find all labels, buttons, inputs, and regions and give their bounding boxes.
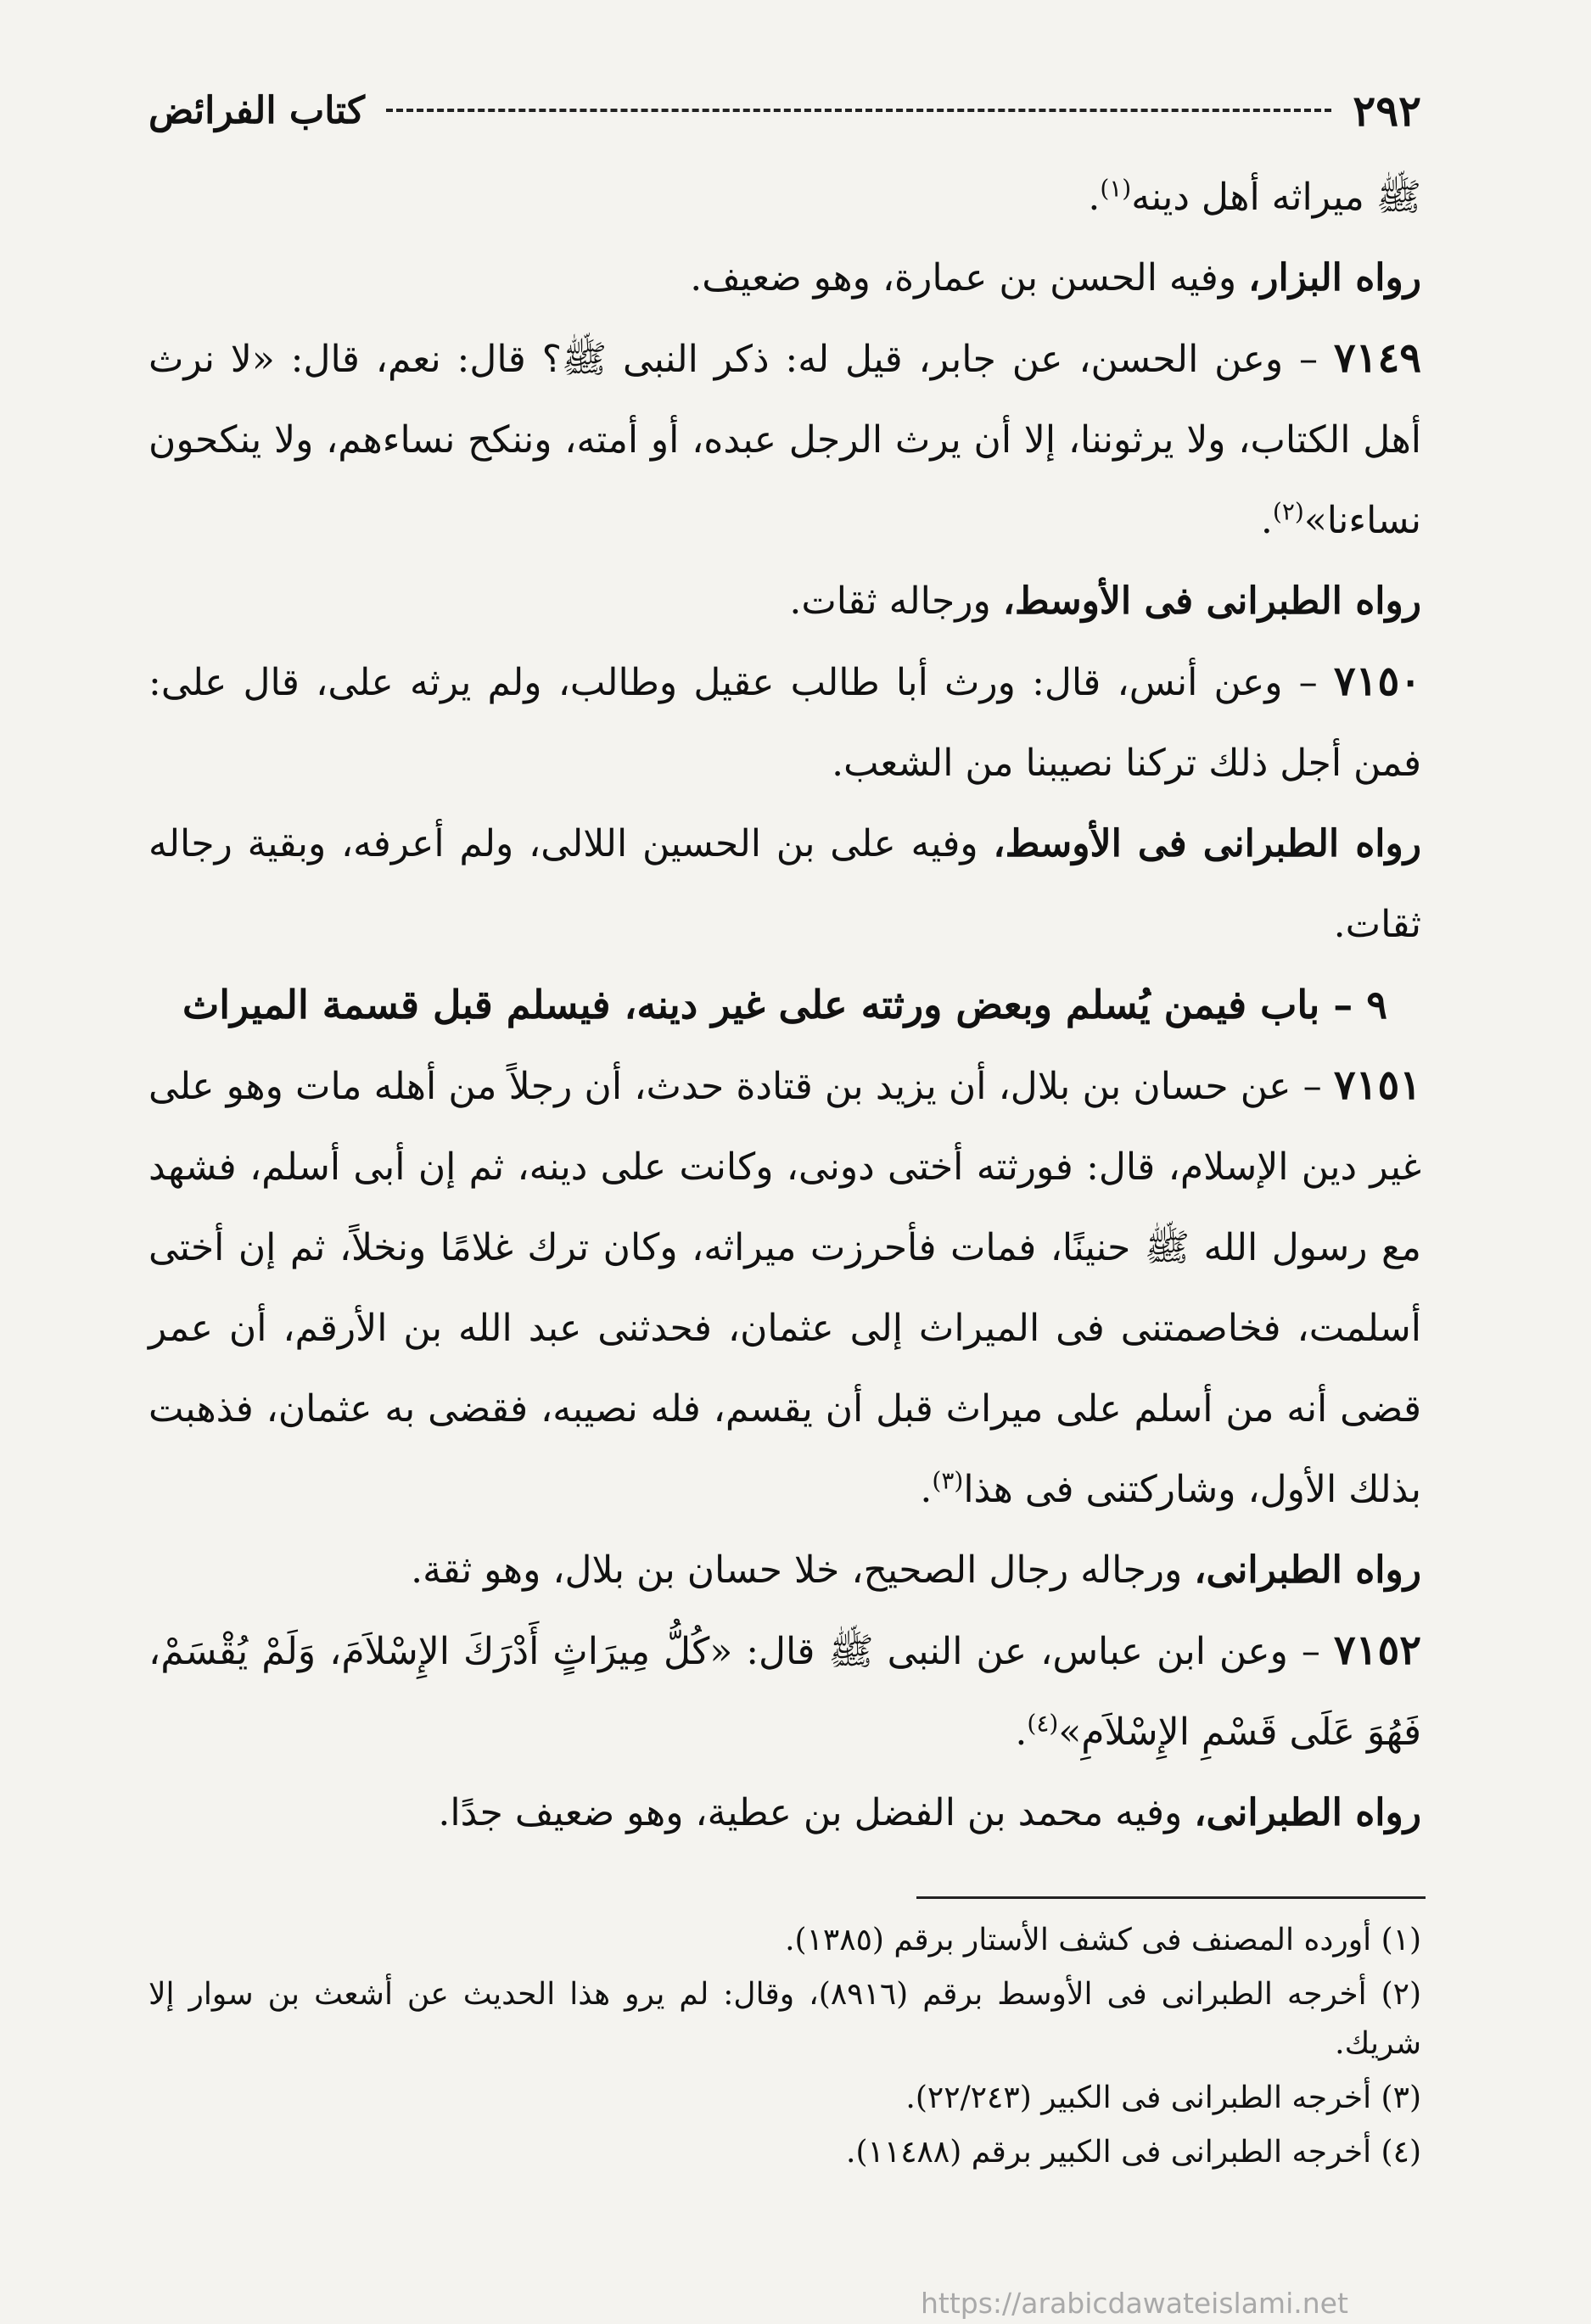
footnote-divider	[916, 1896, 1426, 1899]
footnote-ref: (٣)	[932, 1466, 964, 1495]
source-attribution: رواه الطبرانى فى الأوسط،	[1002, 580, 1421, 623]
watermark-url: https://arabicdawateislami.net	[921, 2287, 1348, 2320]
footnote-ref: (٤)	[1027, 1709, 1059, 1738]
footnote-ref: (٢)	[1272, 497, 1304, 526]
paragraph: رواه الطبرانى، ورجاله رجال الصحيح، خلا حسان بن بلال، وهو ثقة.	[411, 1548, 1421, 1592]
footnote-1: (١) أورده المصنف فى كشف الأستار برقم (١٣٨٥).	[785, 1923, 1421, 1957]
paragraph: رواه الطبرانى فى الأوسط، ورجاله ثقات.	[789, 580, 1421, 623]
hadith-number: ٧١٤٩	[1333, 334, 1421, 382]
hadith-7152: ٧١٥٢ – وعن ابن عباس، عن النبى ﷺ قال: «كُلُّ مِيرَاثٍ أَدْرَكَ الإِسْلاَمَ، وَلَمْ يُقْسَمْ، فَهُوَ عَلَى قَسْمِ الإِسْلاَمِ»$^{(٤)}$.	[148, 1627, 1421, 1754]
hadith-7150: ٧١٥٠ – وعن أنس، قال: ورث أبا طالب عقيل وطالب، ولم يرثه على، قال على: فمن أجل ذلك تركنا نصيبنا من الشعب.	[148, 658, 1421, 785]
hadith-7149: ٧١٤٩ – وعن الحسن، عن جابر، قيل له: ذكر النبى ﷺ؟ قال: نعم، قال: «لا نرث أهل الكتاب، ولا يرثوننا، إلا أن يرث الرجل عبده، أو أمته، وننكح نساءهم، ولا ينكحون نساءنا»$^{(٢)}$.	[148, 334, 1421, 542]
hadith-number: ٧١٥١	[1333, 1061, 1421, 1109]
source-attribution: رواه الطبرانى،	[1194, 1791, 1421, 1834]
header-dashed-rule	[386, 109, 1332, 112]
footnote-ref: (١)	[1100, 174, 1132, 203]
page-number: ٢٩٢	[1353, 85, 1421, 136]
footnote-2: (٢) أخرجه الطبرانى فى الأوسط برقم (٨٩١٦)، وقال: لم يرو هذا الحديث عن أشعث بن سوار إلا شريك.	[148, 1977, 1422, 2061]
paragraph: ﷺ ميراثه أهل دينه$^{(١)}$.	[1088, 174, 1421, 219]
page-header	[148, 81, 1421, 140]
hadith-number: ٧١٥٢	[1333, 1627, 1421, 1674]
source-attribution: رواه البزار،	[1248, 256, 1421, 300]
footnote-3: (٣) أخرجه الطبرانى فى الكبير (٢٢/٢٤٣).	[905, 2080, 1421, 2115]
footnote-4: (٤) أخرجه الطبرانى فى الكبير برقم (١١٤٨٨).	[846, 2135, 1421, 2170]
source-attribution: رواه الطبرانى،	[1194, 1548, 1421, 1592]
footnotes	[148, 1916, 1421, 2182]
hadith-number: ٧١٥٠	[1333, 658, 1421, 705]
paragraph: رواه الطبرانى فى الأوسط، وفيه على بن الحسين اللالى، ولم أعرفه، وبقية رجاله ثقات.	[148, 822, 1421, 946]
paragraph: رواه البزار، وفيه الحسن بن عمارة، وهو ضعيف.	[690, 256, 1421, 300]
chapter-heading: ٩ – باب فيمن يُسلم وبعض ورثته على غير دينه، فيسلم قبل قسمة الميراث	[182, 982, 1387, 1028]
book-title: كتاب الفرائض	[148, 88, 365, 132]
hadith-7151: ٧١٥١ – عن حسان بن بلال، أن يزيد بن قتادة حدث، أن رجلاً من أهله مات وهو على غير دين الإسلام، قال: فورثته أختى دونى، وكانت على دينه، ثم إن أبى أسلم، فشهد مع رسول الله ﷺ حنينًا، فمات فأحرزت ميراثه، وكان ترك غلامًا ونخلاً، ثم إن أختى أسلمت، فخاصمتنى فى الميراث إلى عثمان، فحدثنى عبد الله بن الأرقم، أن عمر قضى أنه من أسلم على ميراث قبل أن يقسم، فله نصيبه، فقضى به عثمان، فذهبت بذلك الأول، وشاركتنى فى هذا$^{(٣)}$.	[148, 1061, 1421, 1511]
source-attribution: رواه الطبرانى فى الأوسط،	[993, 822, 1421, 865]
main-text	[148, 157, 1421, 1853]
paragraph: رواه الطبرانى، وفيه محمد بن الفضل بن عطية، وهو ضعيف جدًا.	[438, 1791, 1421, 1834]
